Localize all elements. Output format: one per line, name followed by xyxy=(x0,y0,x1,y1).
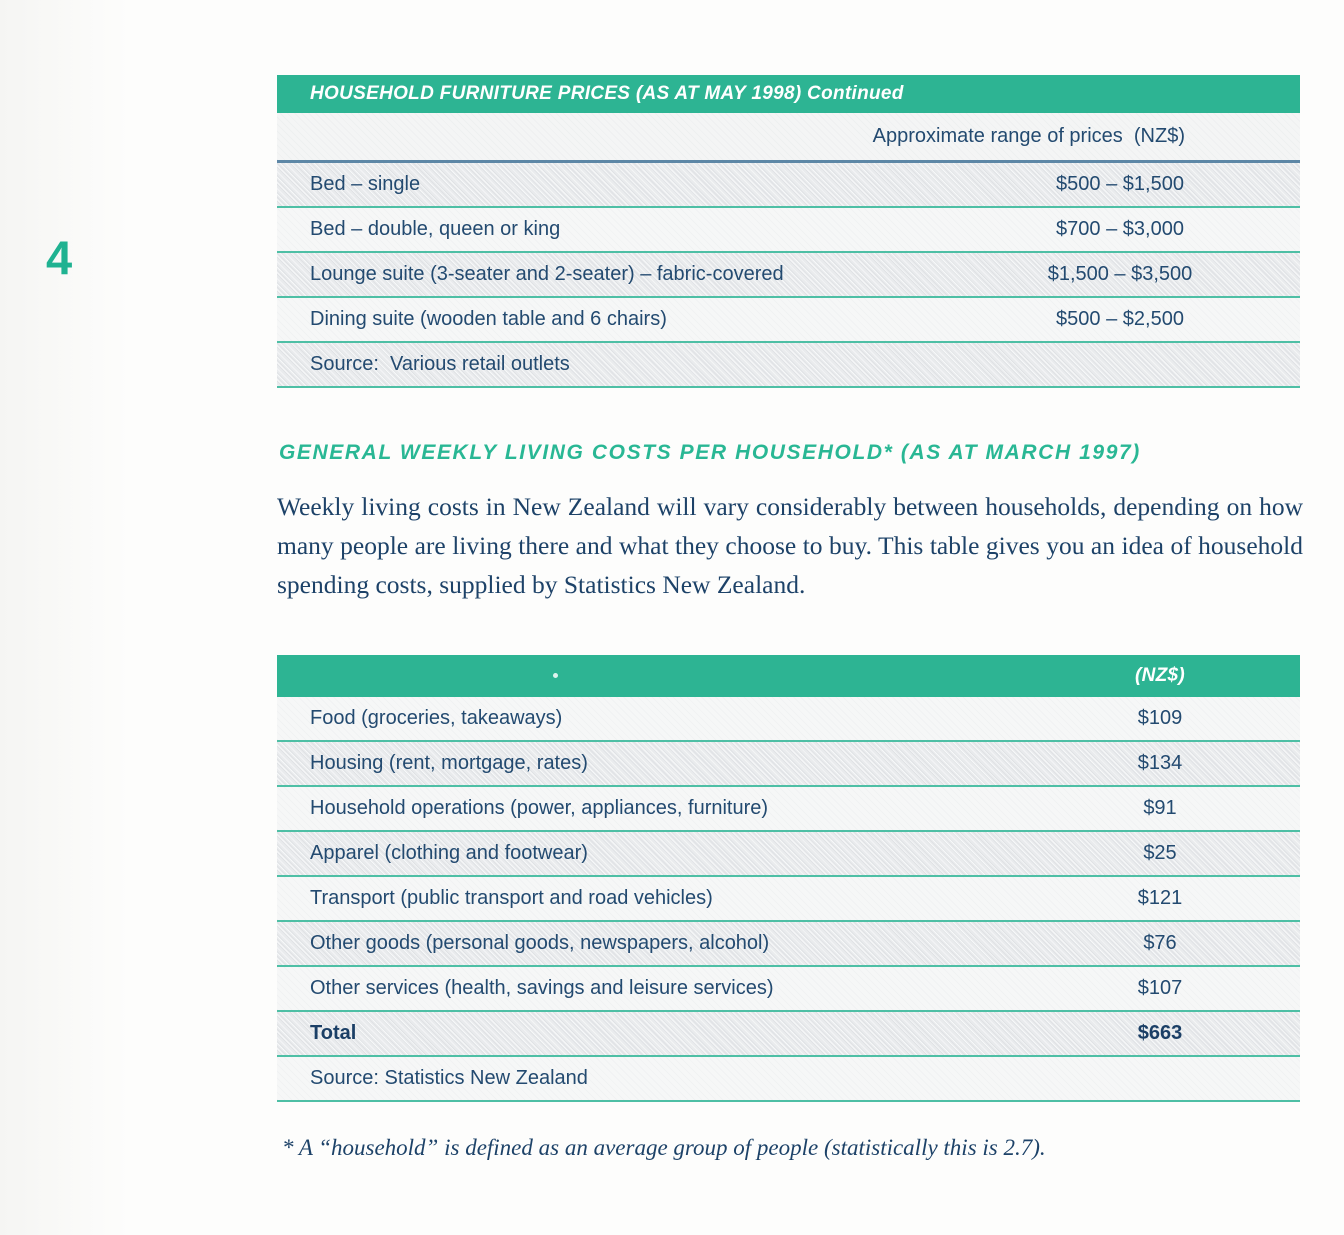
row-value: $1,500 – $3,500 xyxy=(1047,263,1193,285)
row-value: $500 – $1,500 xyxy=(1056,173,1184,195)
total-label: Total xyxy=(310,1022,357,1044)
table-row xyxy=(277,253,1300,298)
row-value: $134 xyxy=(1137,752,1183,774)
table-row xyxy=(277,787,1300,832)
column-header-label: Approximate range of prices (NZ$) xyxy=(872,125,1185,147)
table-row xyxy=(277,163,1300,208)
table-row xyxy=(277,208,1300,253)
living-costs-table xyxy=(277,655,1300,1102)
source-label: Source: Various retail outlets xyxy=(310,353,570,375)
row-value: $76 xyxy=(1143,932,1177,954)
nz-column-header: (NZ$) xyxy=(1134,665,1186,686)
source-row xyxy=(277,1057,1300,1102)
footnote: * A “household” is defined as an average group of people (statistically this is 2.7). xyxy=(282,1135,1046,1160)
furniture-table-title-bar xyxy=(277,75,1300,113)
page-number: 4 xyxy=(46,231,73,284)
row-value: $25 xyxy=(1143,842,1177,864)
furniture-prices-table xyxy=(277,75,1300,388)
table-row xyxy=(277,298,1300,343)
row-value: $107 xyxy=(1137,977,1183,999)
section-heading: GENERAL WEEKLY LIVING COSTS PER HOUSEHOLD* (AS AT MARCH 1997) xyxy=(279,441,1141,464)
total-row xyxy=(277,1012,1300,1057)
row-label: Apparel (clothing and footwear) xyxy=(310,842,588,864)
furniture-table-title: HOUSEHOLD FURNITURE PRICES (AS AT MAY 1998) Continued xyxy=(310,83,904,104)
source-label: Source: Statistics New Zealand xyxy=(310,1067,588,1089)
page-edge-shading xyxy=(0,0,130,1235)
scan-artifact-dot xyxy=(553,673,558,678)
row-label: Housing (rent, mortgage, rates) xyxy=(310,752,588,774)
row-label: Food (groceries, takeaways) xyxy=(310,707,563,729)
living-costs-header-bar xyxy=(277,655,1300,697)
table-row xyxy=(277,967,1300,1012)
row-value: $91 xyxy=(1143,797,1177,819)
total-value: $663 xyxy=(1137,1022,1183,1044)
table-row xyxy=(277,742,1300,787)
row-label: Other services (health, savings and leisure services) xyxy=(310,977,774,999)
table-row xyxy=(277,922,1300,967)
furniture-table-column-header xyxy=(277,113,1300,163)
row-label: Dining suite (wooden table and 6 chairs) xyxy=(310,308,667,330)
row-value: $121 xyxy=(1137,887,1183,909)
table-row xyxy=(277,832,1300,877)
row-label: Bed – double, queen or king xyxy=(310,218,561,240)
row-label: Transport (public transport and road vehicles) xyxy=(310,887,713,909)
table-row xyxy=(277,877,1300,922)
row-value: $700 – $3,000 xyxy=(1056,218,1184,240)
row-label: Lounge suite (3-seater and 2-seater) – fabric-covered xyxy=(310,263,784,285)
row-label: Household operations (power, appliances, furniture) xyxy=(310,797,769,819)
table-row xyxy=(277,697,1300,742)
row-label: Other goods (personal goods, newspapers, alcohol) xyxy=(310,932,770,954)
row-value: $500 – $2,500 xyxy=(1056,308,1184,330)
row-value: $109 xyxy=(1137,707,1183,729)
source-row xyxy=(277,343,1300,388)
intro-paragraph: Weekly living costs in New Zealand will vary considerably between households, depending on how many people are living there and what they choose to buy. This table gives you an idea of household spending costs, supplied by Statistics New Zealand. xyxy=(277,492,1303,599)
row-label: Bed – single xyxy=(310,173,421,195)
